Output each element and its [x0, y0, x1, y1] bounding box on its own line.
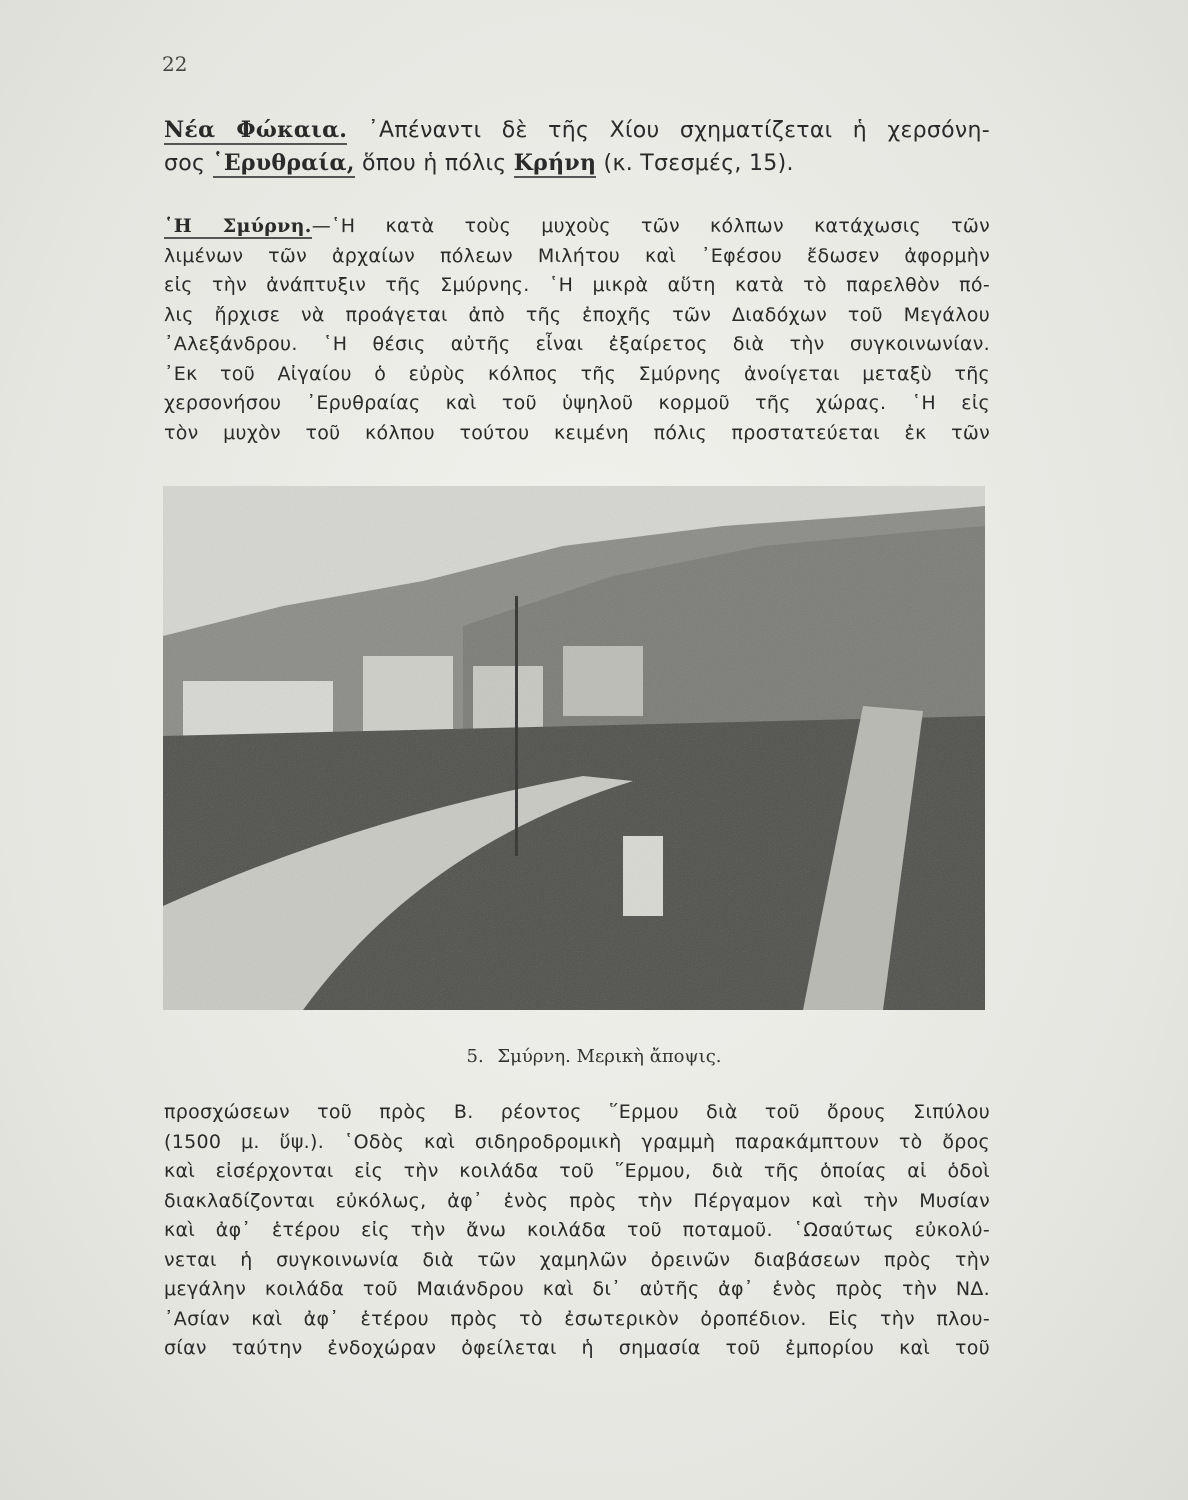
paragraph-nea-fokaia: [164, 114, 990, 180]
paragraph-smyrni: [164, 212, 990, 448]
paragraph-line: λιμένων τῶν ἀρχαίων πόλεων Μιλήτου καὶ ᾿Εφέσου ἔδωσεν ἀφορμὴν: [164, 244, 990, 267]
paragraph-line: [164, 147, 990, 180]
page-number: 22: [162, 52, 188, 76]
paragraph-text: (κ. Τσεσμές, 15).: [596, 151, 794, 176]
figure-caption-text: Σμύρνη. Μερικὴ ἄποψις.: [497, 1046, 722, 1067]
place-name-erythraia: ῾Ερυθραία,: [212, 150, 355, 176]
paragraph-line: προσχώσεων τοῦ πρὸς Β. ρέοντος ῞Ερμου διὰ τοῦ ὄρους Σιπύλου: [164, 1101, 990, 1123]
paragraph-line: χερσονήσου ᾿Ερυθραίας καὶ τοῦ ὑψηλοῦ κορμοῦ τῆς χώρας. ῾Η εἰς: [164, 392, 990, 414]
paragraph-continued: [164, 1098, 990, 1364]
paragraph-text: —῾Η κατὰ τοὺς μυχοὺς τῶν κόλπων κατάχωσις τῶν: [311, 215, 990, 237]
figure-caption: [0, 1046, 1188, 1067]
section-heading: ῾Η Σμύρνη.: [164, 215, 312, 237]
section-heading: Νέα Φώκαια.: [164, 117, 348, 143]
paragraph-line: εἰς τὴν ἀνάπτυξιν τῆς Σμύρνης. ῾Η μικρὰ αὕτη κατὰ τὸ παρελθὸν πό-: [164, 274, 990, 296]
photo-smyrna-view: [163, 486, 985, 1010]
paragraph-line: μεγάλην κοιλάδα τοῦ Μαιάνδρου καὶ δι᾿ αὐτῆς ἀφ᾿ ἑνὸς πρὸς τὴν ΝΔ.: [164, 1278, 990, 1300]
paragraph-line: ᾿Εκ τοῦ Αἰγαίου ὁ εὐρὺς κόλπος τῆς Σμύρνης ἀνοίγεται μεταξὺ τῆς: [164, 362, 990, 385]
paragraph-line: (1500 μ. ὕψ.). ῾Οδὸς καὶ σιδηροδρομικὴ γραμμὴ παρακάμπτουν τὸ ὄρος: [164, 1130, 990, 1153]
paragraph-line: ᾿Ασίαν καὶ ἀφ᾿ ἑτέρου πρὸς τὸ ἐσωτερικὸν ὀροπέδιον. Εἰς τὴν πλου-: [164, 1307, 990, 1330]
place-name-krini: Κρήνη: [513, 150, 597, 176]
paragraph-text: ᾿Απέναντι δὲ τῆς Χίου σχηματίζεται ἡ χερσόνη-: [347, 118, 991, 143]
paragraph-line: ᾿Αλεξάνδρου. ῾Η θέσις αὐτῆς εἶναι ἐξαίρετος διὰ τὴν συγκοινωνίαν.: [164, 333, 990, 355]
paragraph-line: καὶ ἀφ᾿ ἑτέρου εἰς τὴν ἄνω κοιλάδα τοῦ ποταμοῦ. ῾Ωσαύτως εὐκολύ-: [164, 1219, 990, 1241]
paragraph-line: καὶ εἰσέρχονται εἰς τὴν κοιλάδα τοῦ ῞Ερμου, διὰ τῆς ὁποίας αἱ ὁδοὶ: [164, 1160, 990, 1182]
paragraph-line: [164, 114, 990, 147]
paragraph-text: σος: [164, 151, 213, 176]
paragraph-line: λις ἤρχισε νὰ προάγεται ἀπὸ τῆς ἐποχῆς τῶν Διαδόχων τοῦ Μεγάλου: [164, 303, 990, 326]
paragraph-line: σίαν ταύτην ἐνδοχώραν ὀφείλεται ἡ σημασία τοῦ ἐμπορίου καὶ τοῦ: [164, 1337, 990, 1359]
paragraph-text: ὅπου ἡ πόλις: [354, 151, 514, 176]
paragraph-line: τὸν μυχὸν τοῦ κόλπου τούτου κειμένη πόλις προστατεύεται ἐκ τῶν: [164, 421, 990, 444]
photo-illustration: [163, 486, 985, 1010]
paragraph-line: νεται ἡ συγκοινωνία διὰ τῶν χαμηλῶν ὀρεινῶν διαβάσεων πρὸς τὴν: [164, 1248, 990, 1271]
paragraph-line: διακλαδίζονται εὐκόλως, ἀφ᾿ ἑνὸς πρὸς τὴν Πέργαμον καὶ τὴν Μυσίαν: [164, 1189, 990, 1212]
figure-number: 5.: [466, 1046, 484, 1067]
paragraph-line: [164, 212, 990, 242]
